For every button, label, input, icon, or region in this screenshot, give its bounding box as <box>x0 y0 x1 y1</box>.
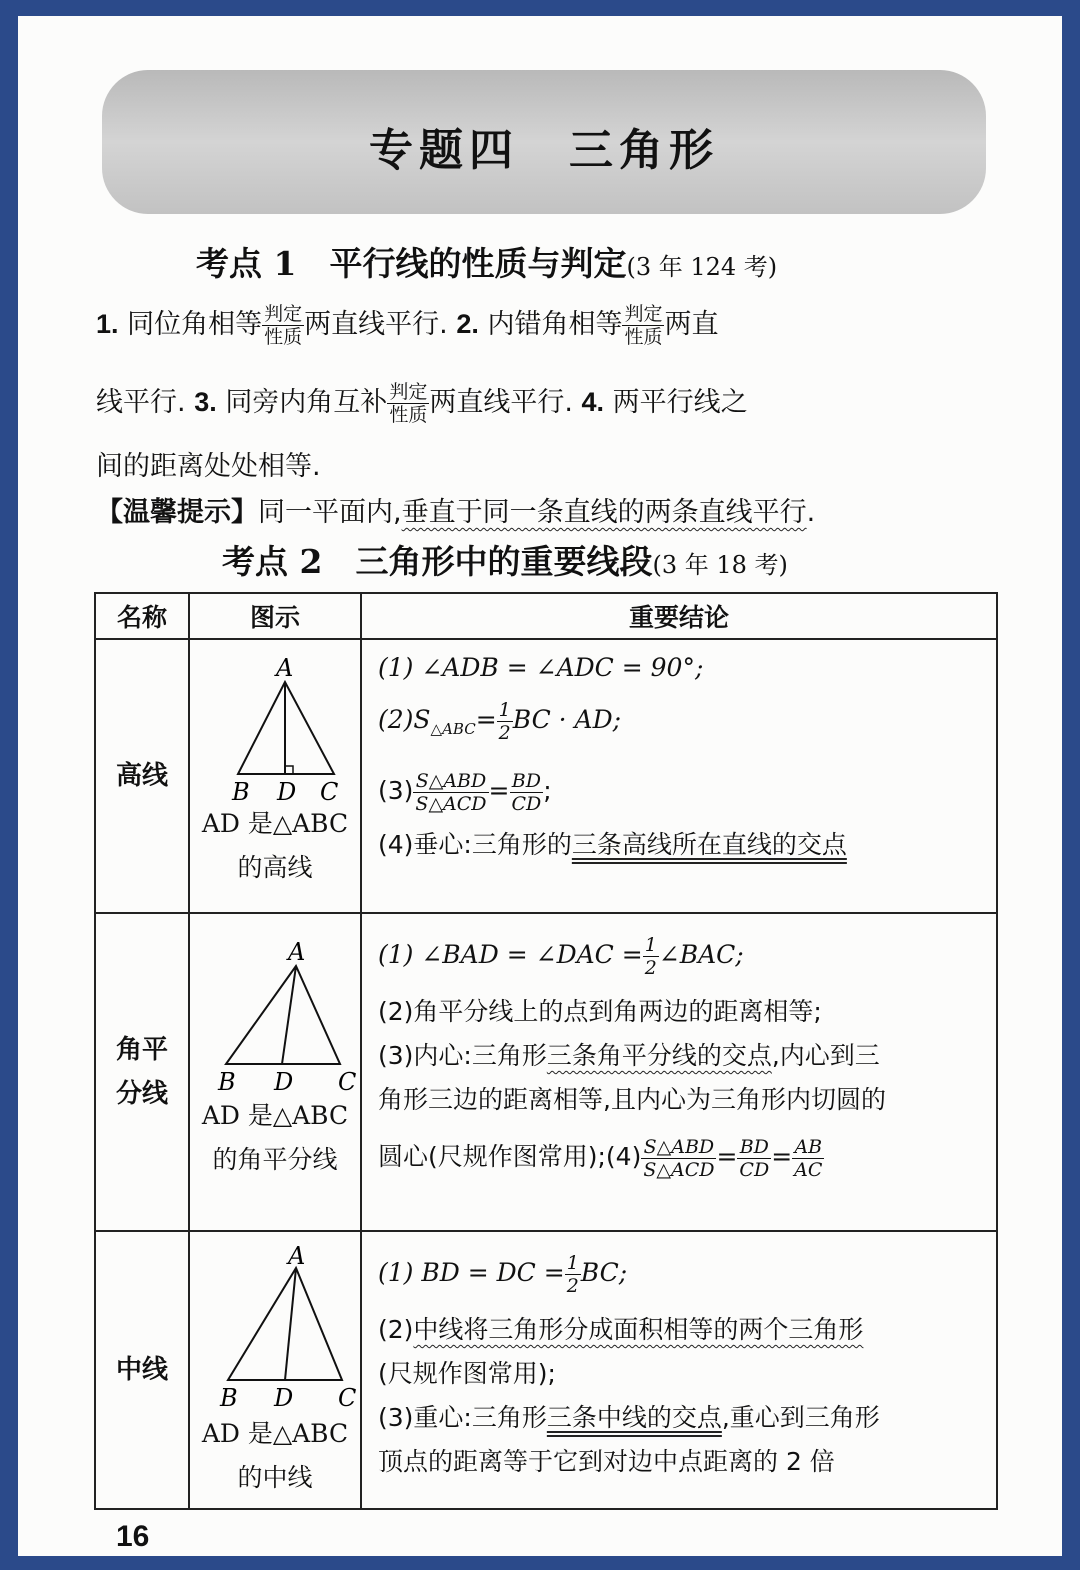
label-b: B <box>220 1384 238 1412</box>
label-c: C <box>338 1384 357 1412</box>
text: 两直线平行. <box>429 387 573 418</box>
conclusion-line: 圆心(尺规作图常用);(4) $\frac{\text{S△ABD}}{\text{S△ACD}}$ = $\frac{BD}{CD}$ = $\frac{AB}{AC}$ <box>378 1135 823 1181</box>
row-name: 角平 分线 <box>95 913 189 1231</box>
conclusion-line: 角形三边的距离相等,且内心为三角形内切圆的 <box>378 1085 886 1114</box>
label-b: B <box>218 1068 236 1096</box>
item-number: 3. <box>194 387 217 417</box>
conclusion-line: (尺规作图常用); <box>378 1359 556 1388</box>
conclusion-line: (1) ∠BAD = ∠DAC = $\frac{1}{2}$ ∠BAC; <box>378 933 744 979</box>
figure-caption: 的高线 <box>237 853 313 882</box>
text-line <box>96 302 718 348</box>
figure-cell <box>189 1231 361 1509</box>
label-a: A <box>288 1242 306 1270</box>
page-title: 专题四 三角形 <box>369 125 719 176</box>
conclusion-cell <box>361 913 997 1231</box>
conclusion-cell <box>361 1231 997 1509</box>
fraction: $\frac{\text{判定}}{\text{性质}}$ <box>624 303 663 348</box>
median-triangle-figure <box>200 1232 357 1412</box>
label-d: D <box>277 778 297 806</box>
emphasized-text: 垂直于同一条直线的两条直线平行 <box>401 497 807 528</box>
text: 线平行. <box>96 387 186 418</box>
tip-label: 【温馨提示】 <box>96 497 258 528</box>
item-number: 4. <box>581 387 605 417</box>
altitude-triangle-figure <box>200 640 350 806</box>
text: 内错角相等 <box>487 309 623 340</box>
text: 同位角相等 <box>127 309 263 340</box>
conclusion-line: (3)内心:三角形三条角平分线的交点,内心到三 <box>378 1041 880 1070</box>
page <box>18 16 1062 1556</box>
figure-cell <box>189 639 361 913</box>
text: . <box>806 497 816 528</box>
label-d: D <box>274 1384 294 1412</box>
section-count: (3 年 18 考) <box>652 551 788 579</box>
conclusion-line: $(2)S_{\triangle ABC}=$ $\frac{1}{2}$ BC · AD; <box>378 698 622 744</box>
fraction: $\frac{\text{判定}}{\text{性质}}$ <box>264 303 303 348</box>
conclusion-line: (1) ∠ADB = ∠ADC = 90°; <box>378 653 704 682</box>
conclusion-cell <box>361 639 997 913</box>
label-b: B <box>232 778 250 806</box>
page-number: 16 <box>116 1520 150 1553</box>
figure-caption: AD 是△ABC <box>201 1101 349 1130</box>
text: 同一平面内, <box>258 497 402 528</box>
item-number: 2. <box>456 309 479 339</box>
figure-caption: AD 是△ABC <box>201 1419 349 1448</box>
item-number: 1. <box>96 309 119 339</box>
conclusion-line: (2)中线将三角形分成面积相等的两个三角形 <box>378 1315 864 1344</box>
label-c: C <box>338 1068 357 1096</box>
label-a: A <box>276 654 294 682</box>
figure-cell <box>189 913 361 1231</box>
conclusion-line: (1) BD = DC = $\frac{1}{2}$ BC; <box>378 1251 628 1297</box>
text: 两直 <box>664 309 719 340</box>
section-heading-2 <box>222 536 788 583</box>
fraction: $\frac{\text{判定}}{\text{性质}}$ <box>389 381 428 426</box>
section-title: 考点 1 平行线的性质与判定 <box>196 244 627 283</box>
header-figure: 图示 <box>189 593 361 639</box>
label-a: A <box>288 938 306 966</box>
table-row <box>95 639 997 913</box>
table-header <box>95 593 997 639</box>
conclusion-line: (3) $\frac{\text{S△ABD}}{\text{S△ACD}}$ = $\frac{BD}{CD}$ ; <box>378 769 552 815</box>
table-row <box>95 913 997 1231</box>
label-d: D <box>274 1068 294 1096</box>
text: 两平行线之 <box>612 387 748 418</box>
conclusion-line: 顶点的距离等于它到对边中点距离的 2 倍 <box>378 1447 835 1476</box>
text: 同旁内角互补 <box>225 387 388 418</box>
row-name: 高线 <box>95 639 189 913</box>
figure-caption: AD 是△ABC <box>201 809 349 838</box>
section-title: 考点 2 三角形中的重要线段 <box>222 542 653 581</box>
conclusion-line: (2)角平分线上的点到角两边的距离相等; <box>378 997 822 1026</box>
figure-caption: 的中线 <box>237 1463 313 1492</box>
tip-line <box>96 490 815 529</box>
conclusion-line: (4)垂心:三角形的三条高线所在直线的交点 <box>378 830 847 859</box>
table-row <box>95 1231 997 1509</box>
bisector-triangle-figure <box>200 914 357 1096</box>
section-heading-1 <box>196 238 777 285</box>
figure-caption: 的角平分线 <box>212 1145 338 1174</box>
conclusion-line: (3)重心:三角形三条中线的交点,重心到三角形 <box>378 1403 880 1432</box>
text: 两直线平行. <box>304 309 448 340</box>
section-count: (3 年 124 考) <box>626 253 778 281</box>
title-banner <box>102 70 986 214</box>
header-conclusion: 重要结论 <box>361 593 997 639</box>
lines-table <box>94 592 998 1510</box>
text-line <box>96 380 748 426</box>
text-line: 间的距离处处相等. <box>96 451 321 482</box>
header-name: 名称 <box>95 593 189 639</box>
label-c: C <box>320 778 339 806</box>
row-name: 中线 <box>95 1231 189 1509</box>
